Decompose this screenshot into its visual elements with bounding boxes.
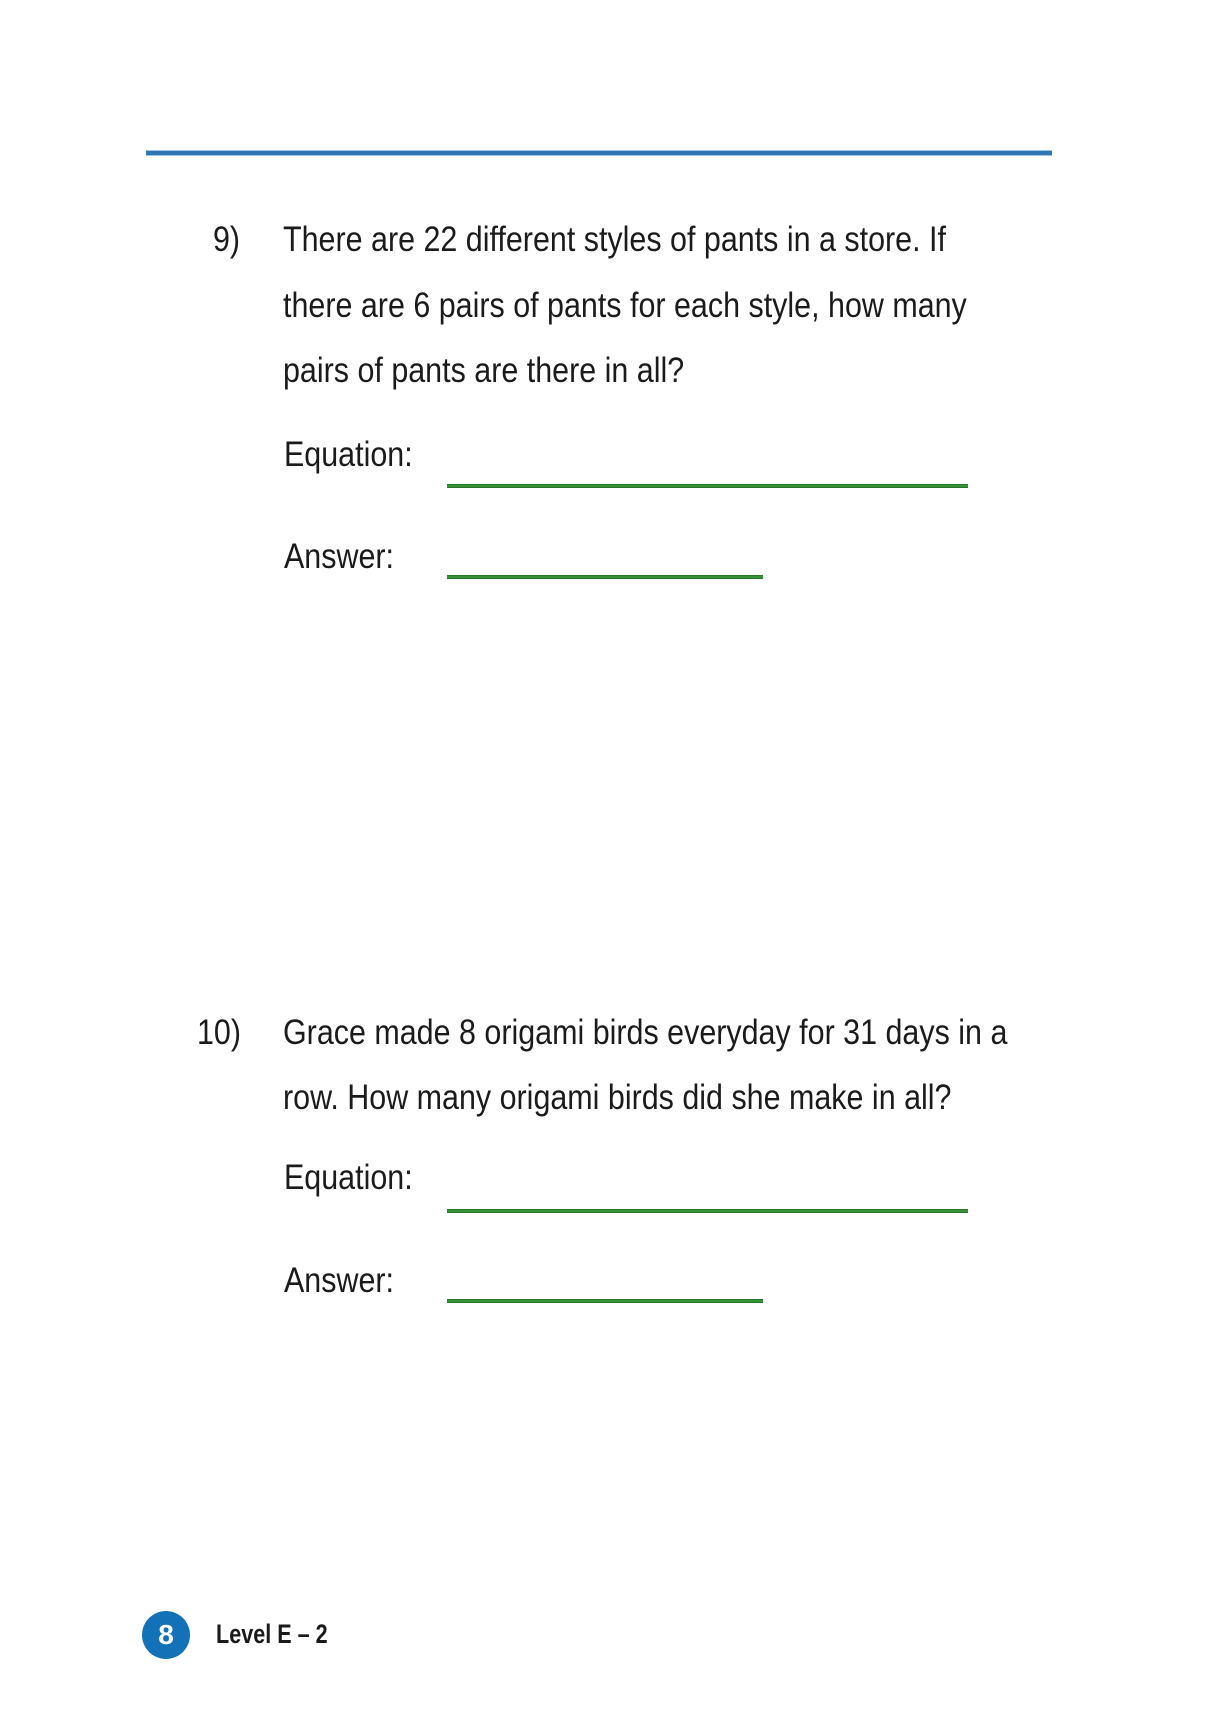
answer-blank-line <box>447 1299 763 1303</box>
problem-text-line: pairs of pants are there in all? <box>283 351 685 390</box>
equation-blank-line <box>447 484 968 488</box>
page-number-badge <box>142 1611 190 1659</box>
problem-text-line: Grace made 8 origami birds everyday for 31 days in a <box>283 1013 1008 1052</box>
page-number: 8 <box>158 1619 174 1650</box>
problem-number: 10) <box>197 1013 242 1052</box>
level-label: Level E – 2 <box>216 1619 328 1649</box>
answer-blank-line <box>447 575 763 579</box>
equation-label: Equation: <box>284 1158 413 1197</box>
problem-text-line: There are 22 different styles of pants in a store. If <box>283 220 946 259</box>
top-divider-line <box>146 151 1052 155</box>
answer-label: Answer: <box>284 537 395 576</box>
answer-label: Answer: <box>284 1261 395 1300</box>
problem-number: 9) <box>213 220 241 259</box>
problem-text-line: row. How many origami birds did she make in all? <box>283 1078 952 1117</box>
problem-text-line: there are 6 pairs of pants for each style, how many <box>283 286 967 325</box>
equation-label: Equation: <box>284 435 413 474</box>
equation-blank-line <box>447 1209 968 1213</box>
